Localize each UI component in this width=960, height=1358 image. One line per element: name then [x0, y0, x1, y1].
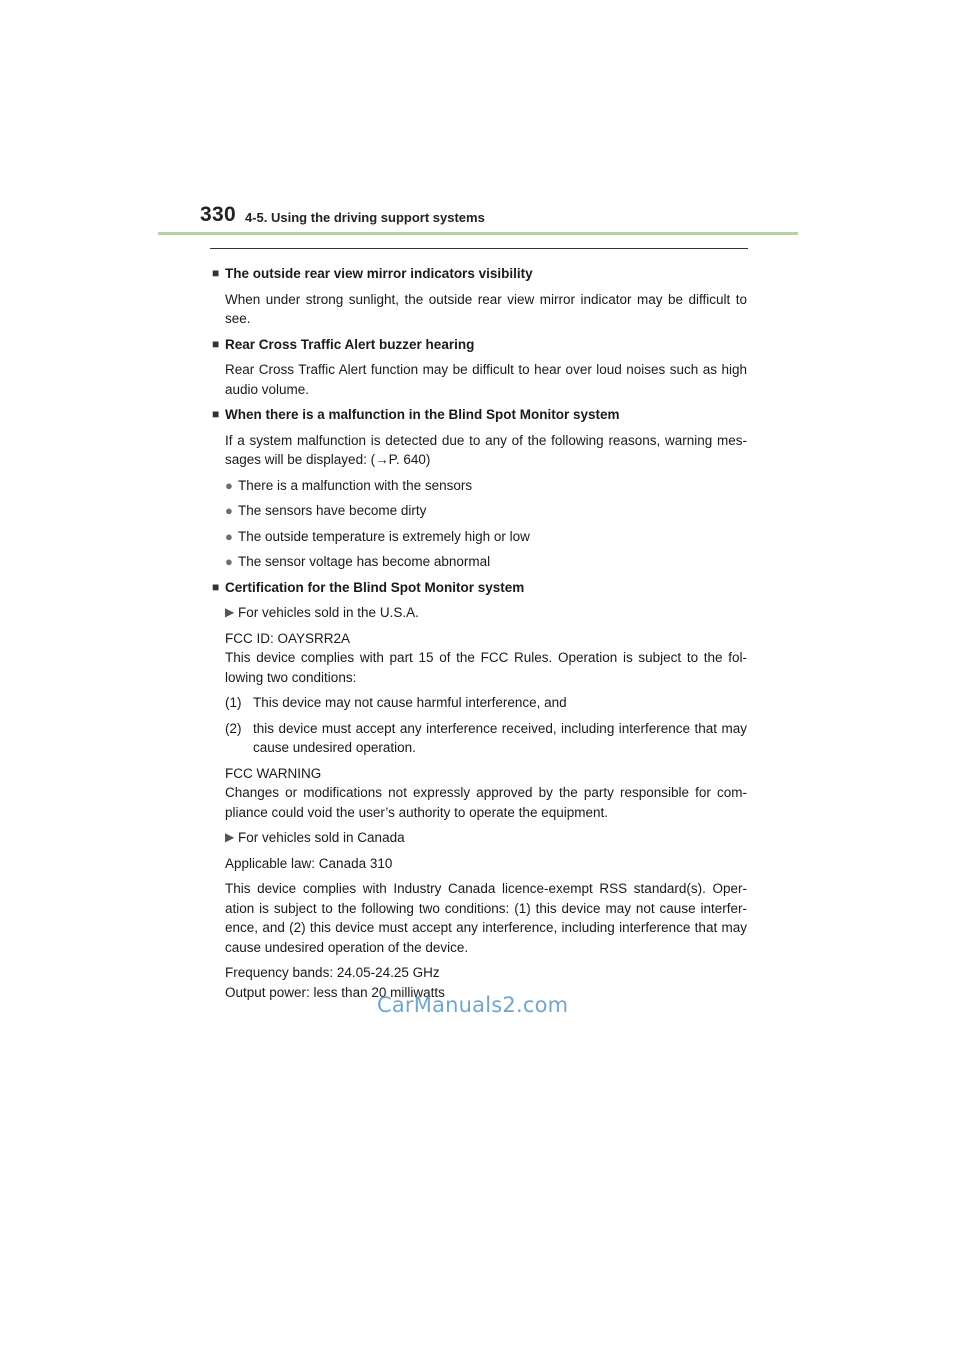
square-bullet-icon: ■	[212, 579, 220, 594]
bullet-icon: ●	[225, 554, 233, 569]
subsection-label: ▶ For vehicles sold in Canada	[225, 828, 747, 848]
canada-text: This device complies with Industry Canada licence-exempt RSS standard(s). Oper-ation is subject to the following two conditions: (1) this device may not cause interfer-ence, and (2) this device must accept any interference, including interference that may cause undesired operation of the device.	[225, 881, 747, 955]
page-reference-link[interactable]: P. 640)	[388, 452, 431, 467]
output-power: Output power: less than 20 milliwatts	[225, 984, 445, 1000]
list-item: ● The sensors have become dirty	[225, 501, 747, 521]
section-text: Rear Cross Traffic Alert function may be difficult to hear over loud noises such as high audio volume.	[225, 362, 747, 397]
square-bullet-icon: ■	[212, 266, 220, 280]
list-item: ● The outside temperature is extremely high or low	[225, 527, 747, 547]
section-text: When under strong sunlight, the outside rear view mirror indicator may be difficult to see.	[225, 291, 747, 326]
canada-law: Applicable law: Canada 310	[225, 855, 393, 871]
arrow-right-icon: →	[375, 452, 389, 467]
bullet-icon: ●	[225, 477, 233, 493]
square-bullet-icon: ■	[212, 407, 220, 421]
fcc-warning-text: Changes or modifications not expressly approved by the party responsible for com-pliance could void the user’s authority to operate the equipment.	[225, 785, 747, 820]
triangle-icon: ▶	[225, 605, 235, 619]
frequency-bands: Frequency bands: 24.05-24.25 GHz	[225, 965, 440, 980]
page-content	[212, 258, 747, 1002]
condition-item: (1) This device may not cause harmful interference, and	[225, 695, 567, 710]
watermark-logo: CarManuals2.com	[377, 993, 569, 1017]
bullet-icon: ●	[225, 528, 233, 544]
section-heading: ■ Certification for the Blind Spot Monitor system	[212, 578, 747, 598]
content-divider	[210, 248, 748, 249]
section-text: If a system malfunction is detected due to any of the following reasons, warning mes-sages will be displayed: (→P. 640)	[225, 432, 747, 467]
condition-item: (2) this device must accept any interference received, including interference that may cause undesired operation.	[225, 720, 747, 755]
section-heading: ■ The outside rear view mirror indicators visibility	[212, 264, 747, 284]
header-rule	[158, 232, 798, 235]
square-bullet-icon: ■	[212, 336, 220, 351]
bullet-icon: ●	[225, 503, 233, 518]
section-title: 4-5. Using the driving support systems	[245, 210, 485, 225]
list-item: ● The sensor voltage has become abnormal	[225, 552, 747, 572]
fcc-id: FCC ID: OAYSRR2A	[225, 630, 351, 646]
fcc-text: This device complies with part 15 of the FCC Rules. Operation is subject to the fol-lowing two conditions:	[225, 650, 747, 685]
page-number: 330	[200, 203, 236, 226]
section-heading: ■ Rear Cross Traffic Alert buzzer hearing	[212, 335, 747, 355]
list-item: ● There is a malfunction with the sensors	[225, 476, 747, 496]
triangle-icon: ▶	[225, 830, 235, 844]
subsection-label: ▶ For vehicles sold in the U.S.A.	[225, 603, 747, 623]
fcc-warning-title: FCC WARNING	[225, 765, 322, 781]
section-heading: ■ When there is a malfunction in the Blind Spot Monitor system	[212, 405, 747, 425]
